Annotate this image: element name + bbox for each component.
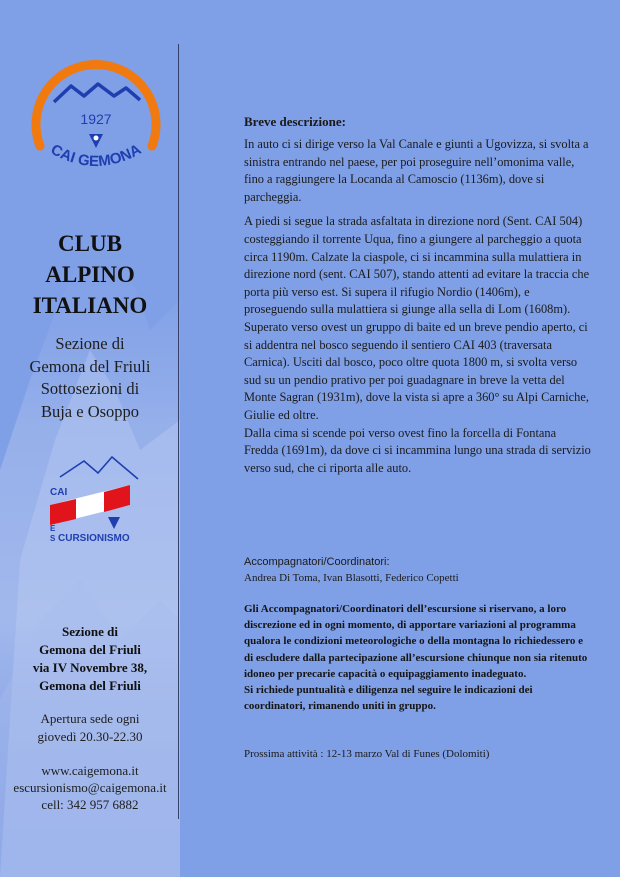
section-line: Sottosezioni di <box>40 379 140 398</box>
club-title-line: CLUB <box>58 231 122 256</box>
email-link[interactable]: escursionismo@caigemona.it <box>13 780 167 795</box>
hours-line: giovedì 20.30-22.30 <box>37 729 143 744</box>
description-paragraph: A piedi si segue la strada asfaltata in direzione nord (Sent. CAI 504) costeggiando il torrente Uqua, fino a giungere al parcheggio a quota circa 1190m. Calzate la ciaspole, ci si incammina sulla mulattiera in direzione nord (sent. CAI 507), stando attenti ad evitare la traccia che porta più verso est. Si supera il rifugio Nordio (1406m), e proseguendo sulla mulattiera si giunge alla sella di Lom (1608m). Superato verso ovest un gruppo di baite ed un breve pendio aperto, ci si addentra nel bosco seguendo il sentiero CAI 403 (traversata Carnica). Usciti dal bosco, poco oltre quota 1800 m, si svolta verso sud su un pendio prativo per poi guadagnare in breve la vetta del Monte Sagran (1931m), dove la vista si apre a 360° su Alpi Carniche, Giulie ed oltre. <box>244 214 590 422</box>
description-section <box>244 113 592 484</box>
section-info <box>0 333 180 423</box>
club-title-line: ALPINO <box>45 262 135 287</box>
hours-line: Apertura sede ogni <box>40 711 140 726</box>
description-title: Breve descrizione: <box>244 114 346 129</box>
disclaimer-paragraph: Gli Accompagnatori/Coordinatori dell’escursione si riservano, a loro discrezione ed in ogni momento, di apportare variazioni al programma qualora le condizioni meteorologiche o della montagna lo richiedessero e di escludere dalla partecipazione all’escursione chiunque non sia ritenuto idoneo per precarie capacità o equipaggiamento inadeguato. <box>244 603 588 680</box>
disclaimer-notice <box>244 601 594 714</box>
disclaimer-paragraph: Si richiede puntualità e diligenza nel seguire le indicazioni dei coordinatori, rimanendo uniti in gruppo. <box>244 684 533 713</box>
cai-escursionismo-logo <box>46 455 146 547</box>
section-line: Sezione di <box>55 334 125 353</box>
address-line: Gemona del Friuli <box>39 678 141 693</box>
esc-logo-rest: CURSIONISMO <box>58 533 130 544</box>
sidebar <box>0 0 180 877</box>
section-line: Buja e Osoppo <box>40 401 140 421</box>
club-title-line: ITALIANO <box>32 293 148 318</box>
logo-year: 1927 <box>80 111 112 127</box>
next-activity: Prossima attività : 12-13 marzo Val di Funes (Dolomiti) <box>244 748 490 760</box>
club-title <box>0 228 180 321</box>
section-line: Gemona del Friuli <box>29 356 151 376</box>
address-line: Gemona del Friuli <box>39 642 141 657</box>
coordinators-names: Andrea Di Toma, Ivan Blasotti, Federico Copetti <box>244 572 459 584</box>
esc-logo-cai: CAI <box>50 487 68 498</box>
esc-logo-s: S <box>50 534 56 543</box>
esc-logo-e: E <box>50 524 56 533</box>
cai-gemona-logo <box>26 58 166 188</box>
description-paragraph: Dalla cima si scende poi verso ovest fino la forcella di Fontana Fredda (1691m), da dove ci si incammina lungo una strada di servizio verso sud, che ci riporta alle auto. <box>244 425 591 475</box>
coordinators-block <box>244 554 594 586</box>
phone-number: cell: 342 957 6882 <box>41 797 139 812</box>
address-line: via IV Novembre 38, <box>32 660 148 675</box>
opening-hours <box>0 710 180 746</box>
address-block <box>0 623 180 695</box>
description-paragraph: In auto ci si dirige verso la Val Canale e giunti a Ugovizza, si svolta a sinistra entrando nel paese, per poi proseguire nell’omonima valle, fino a raggiungere la Locanda al Camoscio (1136m), dove si parcheggia. <box>244 137 589 204</box>
contacts-block <box>0 762 180 813</box>
website-link[interactable]: www.caigemona.it <box>41 763 139 778</box>
address-line: Sezione di <box>62 624 118 639</box>
coordinators-label: Accompagnatori/Coordinatori: <box>244 556 390 568</box>
logo-text: CAI GEMONA <box>47 140 145 171</box>
